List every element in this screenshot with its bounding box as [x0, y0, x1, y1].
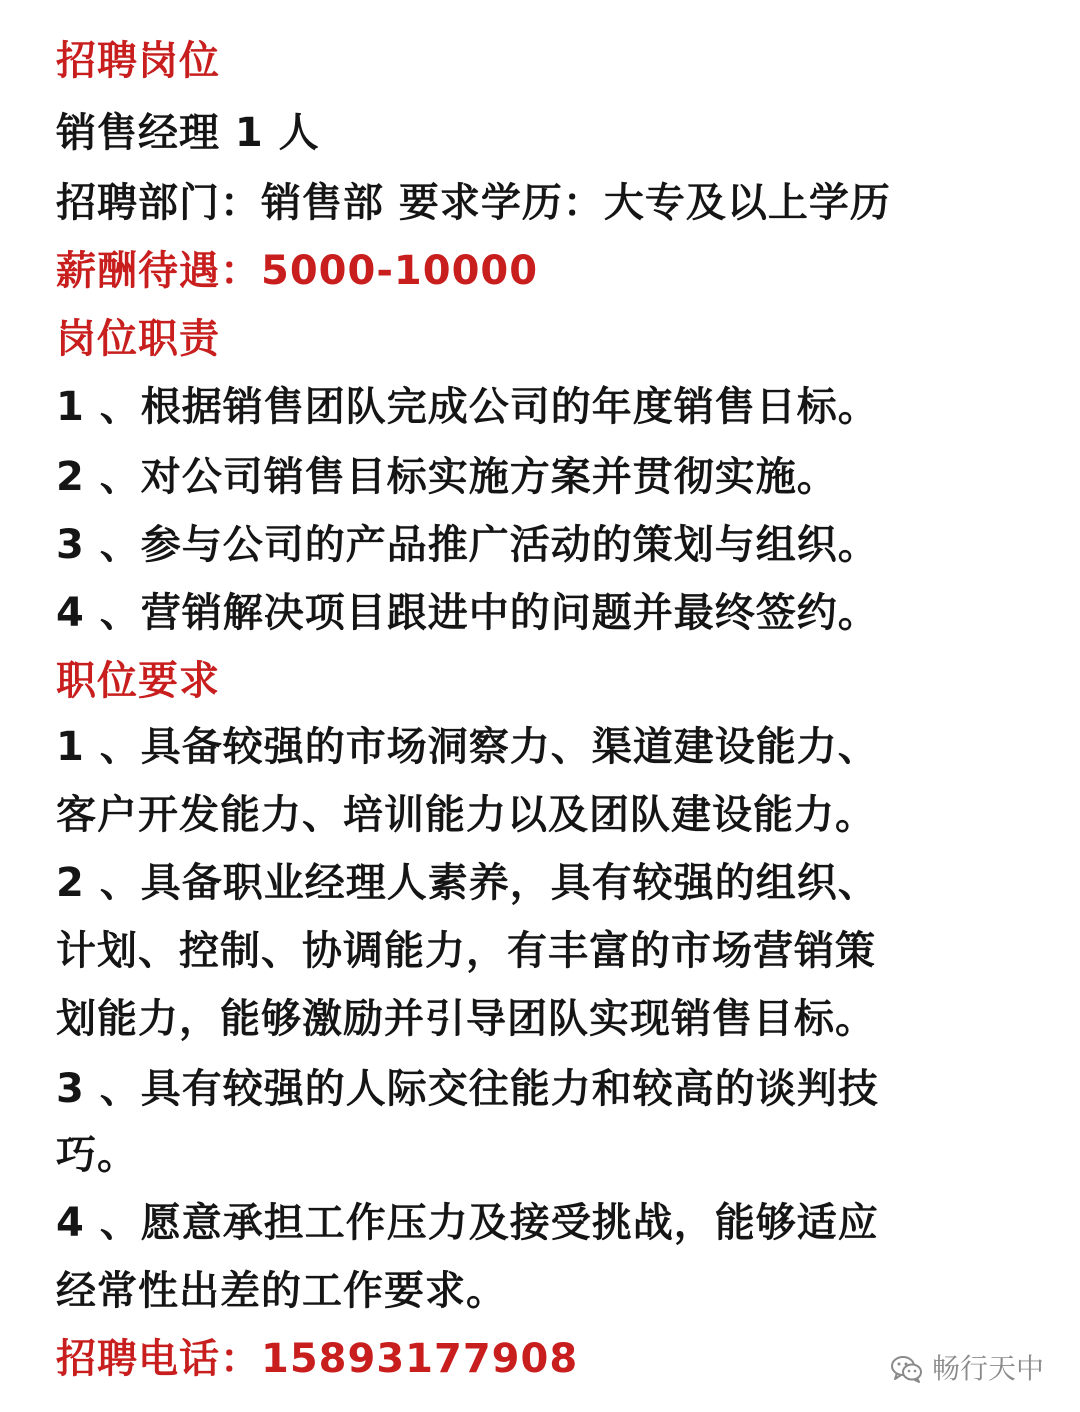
watermark: [890, 1352, 1044, 1386]
requirement-line: 客户开发能力、培训能力以及团队建设能力。: [56, 792, 876, 838]
requirement-line: 计划、控制、协调能力，有丰富的市场营销策: [56, 928, 876, 974]
duty-item: 4 、营销解决项目跟进中的问题并最终签约。: [56, 590, 879, 636]
duty-item: 1 、根据销售团队完成公司的年度销售日标。: [56, 384, 879, 430]
requirement-line: 4 、愿意承担工作压力及接受挑战，能够适应: [56, 1200, 879, 1246]
duty-item: 2 、对公司销售目标实施方案并贯彻实施。: [56, 454, 838, 500]
requirement-line: 划能力，能够激励并引导团队实现销售目标。: [56, 996, 876, 1042]
salary-line: 薪酬待遇：5000-10000: [56, 248, 539, 294]
duty-item: 3 、参与公司的产品推广活动的策划与组织。: [56, 522, 879, 568]
position-line: 销售经理 1 人: [56, 110, 320, 156]
heading-positions: 招聘岗位: [56, 38, 220, 84]
watermark-text: 畅行天中: [931, 1352, 1044, 1385]
phone-line: 招聘电话：15893177908: [56, 1336, 579, 1382]
requirement-line: 经常性出差的工作要求。: [56, 1268, 507, 1314]
heading-requirements: 职位要求: [56, 658, 220, 704]
heading-duties: 岗位职责: [56, 316, 220, 362]
department-education-line: 招聘部门：销售部 要求学历：大专及以上学历: [56, 180, 891, 226]
wechat-icon: [890, 1354, 924, 1384]
requirement-line: 3 、具有较强的人际交往能力和较高的谈判技: [56, 1066, 879, 1112]
requirement-line: 2 、具备职业经理人素养，具有较强的组织、: [56, 860, 879, 906]
requirement-line: 1 、具备较强的市场洞察力、渠道建设能力、: [56, 724, 879, 770]
requirement-line: 巧。: [56, 1132, 138, 1178]
